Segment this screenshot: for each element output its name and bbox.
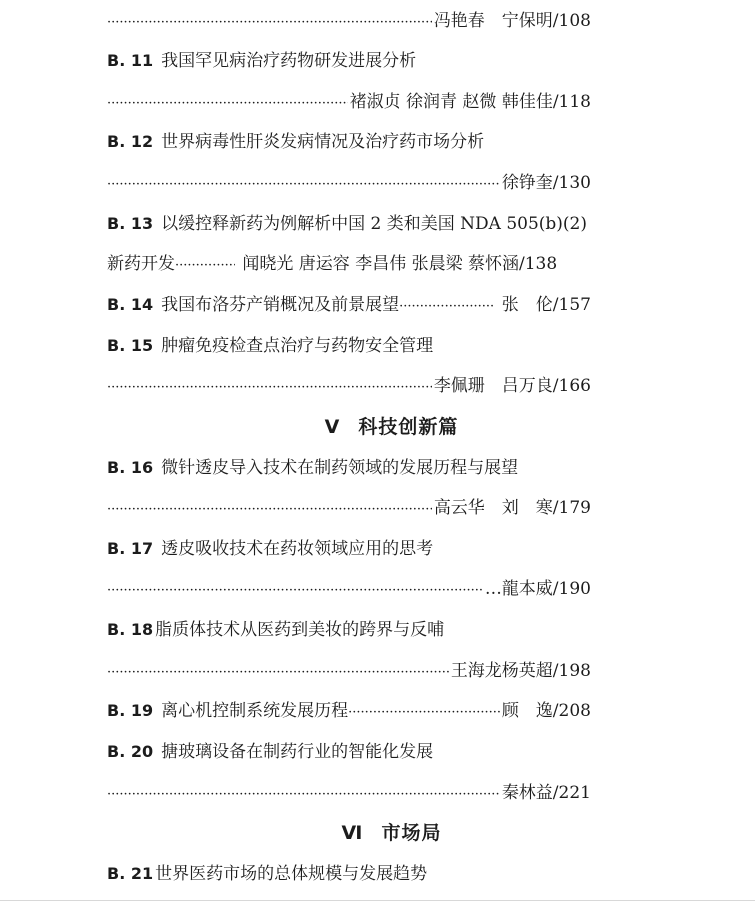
toc-authors: 褚淑贞 徐润青 赵微 韩佳佳/118: [349, 92, 591, 112]
page-bottom-divider: [0, 900, 755, 901]
toc-entry[interactable]: [107, 455, 591, 481]
toc-entry[interactable]: [107, 292, 591, 318]
entry-code: B. 14: [107, 295, 154, 314]
entry-code: B. 12: [107, 132, 154, 151]
toc-authors: …龍本威/190: [484, 579, 591, 599]
toc-entry[interactable]: [107, 48, 591, 74]
dot-leader: [107, 660, 449, 684]
dot-leader: [107, 578, 483, 602]
entry-title: 脂质体技术从医药到美妆的跨界与反哺: [155, 620, 445, 640]
toc-entry[interactable]: [107, 536, 591, 562]
toc-entry[interactable]: [107, 211, 591, 237]
entry-title: 透皮吸收技术在药妆领域应用的思考: [161, 539, 434, 559]
toc-author-line: [107, 251, 591, 277]
toc-author-line: [107, 780, 591, 806]
section-title: 市场局: [381, 822, 442, 844]
entry-title: 世界病毒性肝炎发病情况及治疗药市场分析: [161, 132, 485, 152]
section-title: 科技创新篇: [358, 416, 459, 438]
section-number: Ⅴ: [324, 416, 341, 438]
toc-entry[interactable]: [107, 698, 591, 724]
entry-title: 我国罕见病治疗药物研发进展分析: [161, 51, 417, 71]
dot-leader: [107, 782, 500, 806]
dot-leader: [348, 700, 500, 724]
entry-title: 微针透皮导入技术在制药领域的发展历程与展望: [161, 458, 519, 478]
entry-title: 我国布洛芬产销概况及前景展望: [161, 295, 400, 315]
entry-title: 离心机控制系统发展历程: [161, 701, 349, 721]
entry-code: B. 18: [107, 620, 154, 639]
toc-author-line: [107, 495, 591, 521]
toc-authors: 顾 逸/208: [501, 701, 591, 721]
section-heading: [0, 818, 755, 848]
toc-entry[interactable]: [107, 617, 591, 643]
entry-title: 以缓控释新药为例解析中国 2 类和美国 NDA 505(b)(2): [161, 214, 587, 234]
toc-entry[interactable]: [107, 861, 591, 887]
entry-code: B. 11: [107, 51, 154, 70]
toc-authors: 秦林益/221: [501, 783, 591, 803]
entry-code: B. 16: [107, 458, 154, 477]
section-number: Ⅵ: [341, 822, 364, 844]
entry-code: B. 13: [107, 214, 154, 233]
entry-code: B. 19: [107, 701, 154, 720]
toc-author-line: [107, 8, 591, 34]
toc-author-line: [107, 89, 591, 115]
toc-author-line: [107, 170, 591, 196]
toc-authors: 张 伦/157: [496, 295, 591, 315]
toc-authors: 徐铮奎/130: [501, 173, 591, 193]
entry-code: B. 21: [107, 864, 154, 883]
toc-author-line: [107, 658, 591, 684]
entry-title: 世界医药市场的总体规模与发展趋势: [155, 864, 428, 884]
toc-author-line: [107, 373, 591, 399]
toc-authors: 冯艳春 宁保明/108: [433, 11, 591, 31]
dot-leader: [175, 253, 235, 277]
entry-title-continued: 新药开发: [107, 254, 175, 274]
toc-entry[interactable]: [107, 333, 591, 359]
dot-leader: [107, 172, 500, 196]
entry-code: B. 15: [107, 336, 154, 355]
entry-title: 搪玻璃设备在制药行业的智能化发展: [161, 742, 434, 762]
dot-leader: [107, 91, 348, 115]
entry-title: 肿瘤免疫检查点治疗与药物安全管理: [161, 336, 434, 356]
entry-code: B. 17: [107, 539, 154, 558]
dot-leader: [107, 497, 432, 521]
dot-leader: [399, 294, 494, 318]
toc-entry[interactable]: [107, 739, 591, 765]
toc-entry[interactable]: [107, 129, 591, 155]
toc-authors: 高云华 刘 寒/179: [433, 498, 591, 518]
entry-code: B. 20: [107, 742, 154, 761]
section-heading: [0, 412, 755, 442]
dot-leader: [107, 375, 432, 399]
toc-author-line: [107, 576, 591, 602]
toc-authors: 闻晓光 唐运容 李昌伟 张晨梁 蔡怀涵/138: [237, 254, 558, 274]
toc-authors: 李佩珊 吕万良/166: [433, 376, 591, 396]
toc-authors: 王海龙杨英超/198: [450, 661, 591, 681]
dot-leader: [107, 10, 432, 34]
